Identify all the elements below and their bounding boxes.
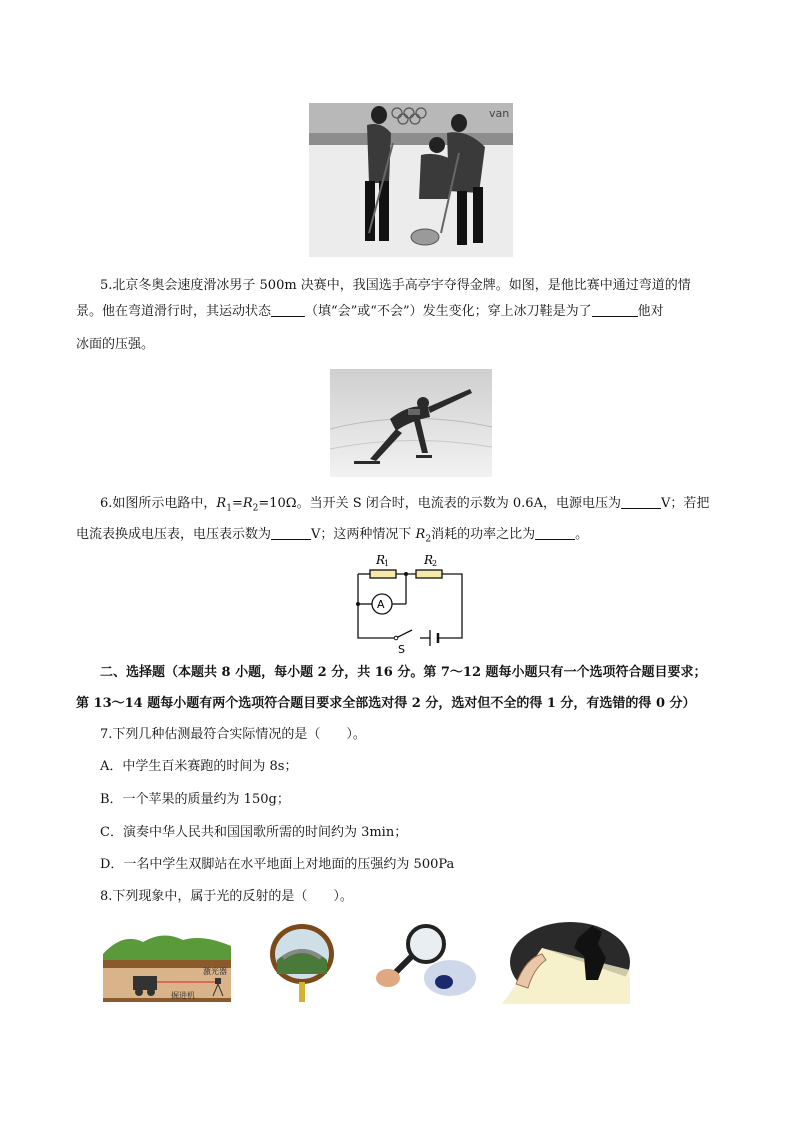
curling-photo bbox=[309, 103, 513, 257]
q6-blank-2[interactable] bbox=[271, 525, 311, 540]
switch-label: S bbox=[398, 643, 405, 654]
q7-option-b[interactable]: B．一个苹果的质量约为 150g； bbox=[100, 792, 290, 807]
q6-blank-3[interactable] bbox=[535, 525, 575, 540]
q6-line-2: 电流表换成电压表，电压表示数为 V；这两种情况下 $R_2$消耗的功率之比为 。 bbox=[76, 527, 589, 545]
q7-option-a[interactable]: A．中学生百米赛跑的时间为 8s； bbox=[100, 759, 298, 774]
q5-line-2: 景。他在弯道滑行时，其运动状态 （填“会”或“不会”）发生变化；穿上冰刀鞋是为了 他对 bbox=[76, 304, 664, 319]
r1-label: R bbox=[376, 553, 386, 567]
laser-label: 激光器 bbox=[203, 967, 227, 976]
r2-sub: 2 bbox=[432, 559, 438, 568]
tunnel-laser-image bbox=[103, 924, 231, 1002]
ammeter-label: A bbox=[377, 598, 385, 611]
q6-blank-1[interactable] bbox=[621, 494, 661, 509]
q5-line-3: 冰面的压强。 bbox=[76, 337, 155, 352]
r1-sub: 1 bbox=[384, 559, 390, 568]
banner-text: van bbox=[489, 107, 510, 120]
q6-line-1: 6.如图所示电路中，$R_1=R_2=10\Omega$。当开关 S 闭合时，电流表的示数为 0.6A，电源电压为 V；若把 bbox=[100, 496, 710, 514]
q5-blank-1[interactable] bbox=[271, 302, 305, 317]
circuit-diagram bbox=[350, 546, 470, 654]
q7-stem: 7.下列几种估测最符合实际情况的是（ ）。 bbox=[100, 727, 366, 742]
hand-shadow-image bbox=[502, 918, 630, 1004]
q5-line-1: 5.北京冬奥会速度滑冰男子 500m 决赛中，我国选手高亭宇夺得金牌。如图，是他比赛中通过弯道的情 bbox=[100, 278, 691, 293]
q7-option-d[interactable]: D．一名中学生双脚站在水平地面上对地面的压强约为 500Pa bbox=[100, 857, 455, 872]
section-2-heading-line-1: 二、选择题（本题共 8 小题，每小题 2 分，共 16 分。第 7～12 题每小题只有一个选项符合题目要求； bbox=[100, 665, 707, 680]
convex-mirror-image bbox=[263, 920, 341, 1002]
q8-stem: 8.下列现象中，属于光的反射的是（ ）。 bbox=[100, 889, 353, 904]
q7-option-c[interactable]: C．演奏中华人民共和国国歌所需的时间约为 3min； bbox=[100, 825, 408, 840]
q5-blank-2[interactable] bbox=[592, 302, 638, 317]
magnifying-glass-image bbox=[372, 922, 484, 1004]
speed-skater-photo bbox=[330, 369, 492, 477]
section-2-heading-line-2: 第 13～14 题每小题有两个选项符合题目要求全部选对得 2 分，选对但不全的得 1 分，有选错的得 0 分） bbox=[76, 696, 696, 711]
tunneler-label: 掘进机 bbox=[171, 991, 195, 1000]
r2-label: R bbox=[424, 553, 434, 567]
